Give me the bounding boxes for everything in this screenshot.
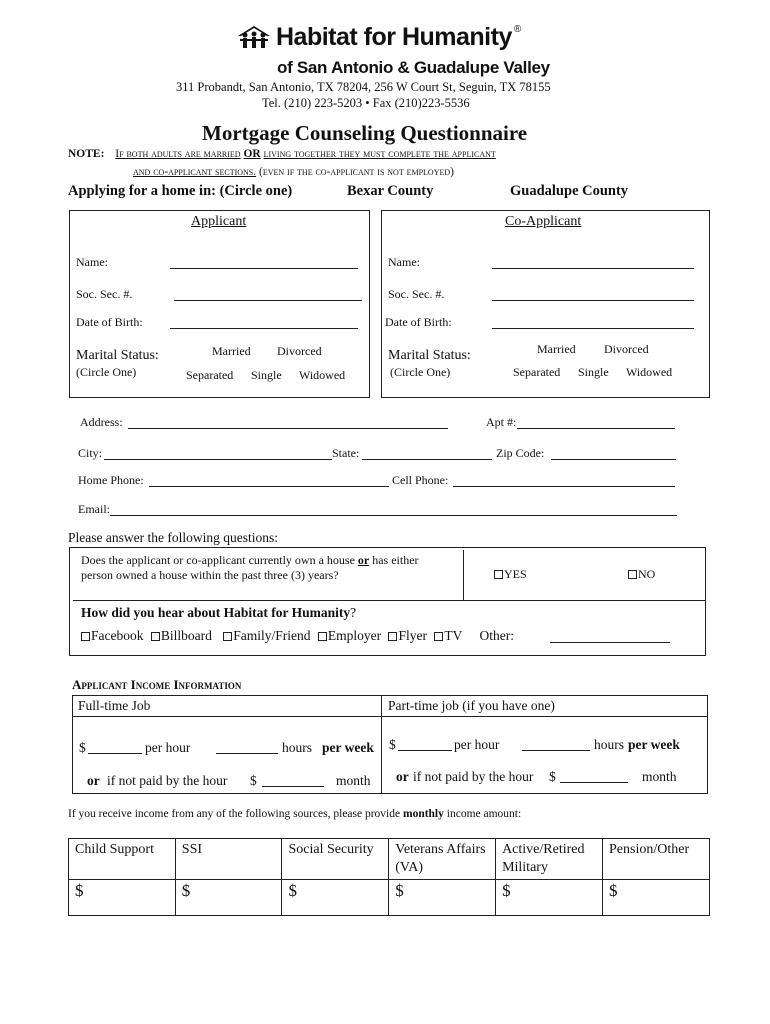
applicant-heading: Applicant [191, 214, 247, 229]
checkbox-icon[interactable] [434, 632, 443, 641]
q2-heading-text: How did you hear about Habitat for Humanity [81, 605, 351, 620]
parttime-per-week: per week [628, 737, 680, 752]
home-phone-label: Home Phone: [78, 473, 144, 487]
option-tv[interactable] [434, 628, 462, 643]
parttime-not-paid: if not paid by the hour [413, 769, 534, 784]
table-row [69, 880, 710, 916]
county-option-guadalupe[interactable]: Guadalupe County [510, 183, 629, 199]
county-option-bexar[interactable]: Bexar County [347, 183, 434, 199]
coapplicant-dob-field[interactable] [492, 328, 694, 329]
col-child-support: Child Support [69, 839, 176, 880]
org-phone: Tel. (210) 223-5203 • Fax (210)223-5536 [262, 96, 470, 110]
coapplicant-name-label: Name: [388, 255, 420, 269]
coapplicant-widowed-option[interactable]: Widowed [626, 365, 673, 379]
coapplicant-circle-label: (Circle One) [390, 365, 451, 379]
coapplicant-ssn-field[interactable] [492, 300, 694, 301]
fulltime-monthly-dollar: $ [250, 773, 257, 788]
table-header-row [69, 839, 710, 880]
parttime-monthly-dollar: $ [549, 769, 556, 784]
child-support-amount[interactable]: $ [69, 880, 176, 916]
fulltime-hourly-field[interactable] [88, 753, 142, 754]
income-col-divider [381, 695, 382, 794]
social-security-amount[interactable]: $ [282, 880, 389, 916]
org-address: 311 Probandt, San Antonio, TX 78204, 256 W Court St, Seguin, TX 78155 [176, 80, 551, 94]
habitat-house-people-icon [236, 24, 272, 50]
col-military: Active/Retired Military [496, 839, 603, 880]
parttime-per-hour: per hour [454, 737, 500, 752]
fulltime-or: or [87, 773, 100, 788]
parttime-hours-field[interactable] [522, 750, 590, 751]
sources-text-bold: monthly [402, 808, 444, 820]
applicant-name-field[interactable] [170, 268, 358, 269]
parttime-monthly-field[interactable] [560, 782, 628, 783]
checkbox-icon[interactable] [388, 632, 397, 641]
veterans-affairs-amount[interactable]: $ [389, 880, 496, 916]
income-heading: Applicant Income Information [72, 677, 242, 692]
applicant-ssn-label: Soc. Sec. #. [76, 287, 133, 301]
note-line-2 [133, 166, 454, 178]
fulltime-heading: Full-time Job [78, 698, 151, 713]
sources-text-b: income amount: [446, 808, 522, 820]
no-label: NO [638, 567, 656, 581]
applicant-ssn-field[interactable] [174, 300, 362, 301]
q2-heading [81, 605, 356, 621]
email-field[interactable] [110, 515, 677, 516]
coapplicant-heading: Co-Applicant [505, 214, 582, 229]
option-flyer-label: Flyer [398, 628, 427, 643]
coapplicant-divorced-option[interactable]: Divorced [604, 342, 649, 356]
city-field[interactable] [104, 459, 332, 460]
checkbox-icon[interactable] [151, 632, 160, 641]
cell-phone-field[interactable] [453, 486, 675, 487]
applicant-married-option[interactable]: Married [212, 344, 251, 358]
q1-line-1 [81, 553, 419, 568]
note-label: NOTE: [68, 148, 105, 160]
zip-field[interactable] [551, 459, 676, 460]
home-phone-field[interactable] [149, 486, 389, 487]
option-family-friend[interactable] [223, 628, 310, 643]
option-employer[interactable] [318, 628, 381, 643]
option-billboard[interactable] [151, 628, 212, 643]
applicant-dob-label: Date of Birth: [76, 315, 143, 329]
fulltime-month: month [336, 773, 371, 788]
coapplicant-dob-label: Date of Birth: [385, 315, 452, 329]
q1-yes-option[interactable] [494, 567, 527, 582]
q1-no-option[interactable] [628, 567, 655, 582]
fulltime-not-paid: if not paid by the hour [107, 773, 228, 788]
coapplicant-name-field[interactable] [492, 268, 694, 269]
option-billboard-label: Billboard [160, 628, 212, 643]
parttime-hourly-field[interactable] [398, 750, 452, 751]
note-or: OR [243, 148, 261, 160]
applicant-name-label: Name: [76, 255, 108, 269]
email-label: Email: [78, 502, 110, 516]
parttime-month: month [642, 769, 677, 784]
address-field[interactable] [128, 428, 448, 429]
applicant-dob-field[interactable] [170, 328, 358, 329]
fulltime-per-week: per week [322, 740, 374, 755]
questions-intro: Please answer the following questions: [68, 530, 278, 545]
cell-phone-label: Cell Phone: [392, 473, 449, 487]
coapplicant-married-option[interactable]: Married [537, 342, 576, 356]
applicant-separated-option[interactable]: Separated [186, 368, 234, 382]
fulltime-hours-field[interactable] [216, 753, 278, 754]
military-amount[interactable]: $ [496, 880, 603, 916]
fulltime-monthly-field[interactable] [262, 786, 324, 787]
other-label: Other: [479, 628, 514, 643]
coapplicant-separated-option[interactable]: Separated [513, 365, 561, 379]
income-header-divider [72, 716, 708, 717]
coapplicant-ssn-label: Soc. Sec. #. [388, 287, 445, 301]
col-ssi: SSI [175, 839, 282, 880]
option-employer-label: Employer [327, 628, 382, 643]
checkbox-icon[interactable] [223, 632, 232, 641]
apt-label: Apt #: [486, 415, 517, 429]
col-veterans-affairs: Veterans Affairs (VA) [389, 839, 496, 880]
option-tv-label: TV [444, 628, 463, 643]
applicant-circle-label: (Circle One) [76, 365, 137, 379]
q2-heading-mark: ? [350, 605, 357, 620]
checkbox-icon[interactable] [628, 570, 637, 579]
coapplicant-marital-label: Marital Status: [388, 348, 471, 363]
other-field[interactable] [550, 642, 670, 643]
note-text-1a: If both adults are married [115, 148, 241, 160]
zip-label: Zip Code: [496, 446, 545, 460]
parttime-hours: hours [594, 737, 624, 752]
q1-text-a: Does the applicant or co-applicant currently own a house [81, 553, 355, 567]
address-label: Address: [80, 415, 123, 429]
sources-instruction [68, 808, 521, 820]
note-text-2a: and co-applicant sections. [133, 166, 257, 178]
q1-or: or [357, 553, 370, 567]
checkbox-icon[interactable] [318, 632, 327, 641]
checkbox-icon[interactable] [81, 632, 90, 641]
registered-mark: ® [513, 24, 522, 35]
applicant-single-option[interactable]: Single [251, 368, 282, 382]
parttime-dollar: $ [389, 737, 396, 752]
applicant-widowed-option[interactable]: Widowed [299, 368, 346, 382]
org-logo [236, 24, 521, 50]
checkbox-icon[interactable] [494, 570, 503, 579]
page-title: Mortgage Counseling Questionnaire [202, 121, 528, 145]
option-facebook[interactable] [81, 628, 143, 643]
fulltime-hours: hours [282, 740, 312, 755]
apt-field[interactable] [517, 428, 675, 429]
hear-about-options [81, 628, 514, 644]
yes-label: YES [504, 567, 527, 581]
note-line-1 [68, 148, 496, 160]
option-family-friend-label: Family/Friend [233, 628, 311, 643]
note-text-2b: (even if the co-applicant is not employed) [259, 166, 454, 178]
state-field[interactable] [362, 459, 492, 460]
applying-label: Applying for a home in: (Circle one) [68, 183, 293, 199]
parttime-or: or [396, 769, 409, 784]
questions-divider [73, 600, 706, 601]
city-label: City: [78, 446, 103, 460]
note-text-1b: living together they must complete the applicant [263, 148, 496, 160]
applicant-marital-label: Marital Status: [76, 348, 159, 363]
option-facebook-label: Facebook [91, 628, 144, 643]
state-label: State: [332, 446, 360, 460]
parttime-heading: Part-time job (if you have one) [388, 698, 555, 713]
pension-other-amount[interactable]: $ [603, 880, 710, 916]
ssi-amount[interactable]: $ [175, 880, 282, 916]
fulltime-dollar: $ [79, 740, 86, 755]
coapplicant-single-option[interactable]: Single [578, 365, 609, 379]
income-sources-table [68, 838, 710, 916]
org-subtitle: of San Antonio & Guadalupe Valley [277, 58, 550, 77]
q1-line-2: person owned a house within the past three (3) years? [81, 568, 339, 582]
questions-col-divider [463, 550, 464, 600]
col-social-security: Social Security [282, 839, 389, 880]
fulltime-per-hour: per hour [145, 740, 191, 755]
q1-text-b: has either [372, 553, 419, 567]
option-flyer[interactable] [388, 628, 427, 643]
sources-text-a: If you receive income from any of the following sources, please provide [68, 808, 401, 820]
org-name: Habitat for Humanity [276, 23, 512, 51]
col-pension-other: Pension/Other [603, 839, 710, 880]
applicant-divorced-option[interactable]: Divorced [277, 344, 322, 358]
